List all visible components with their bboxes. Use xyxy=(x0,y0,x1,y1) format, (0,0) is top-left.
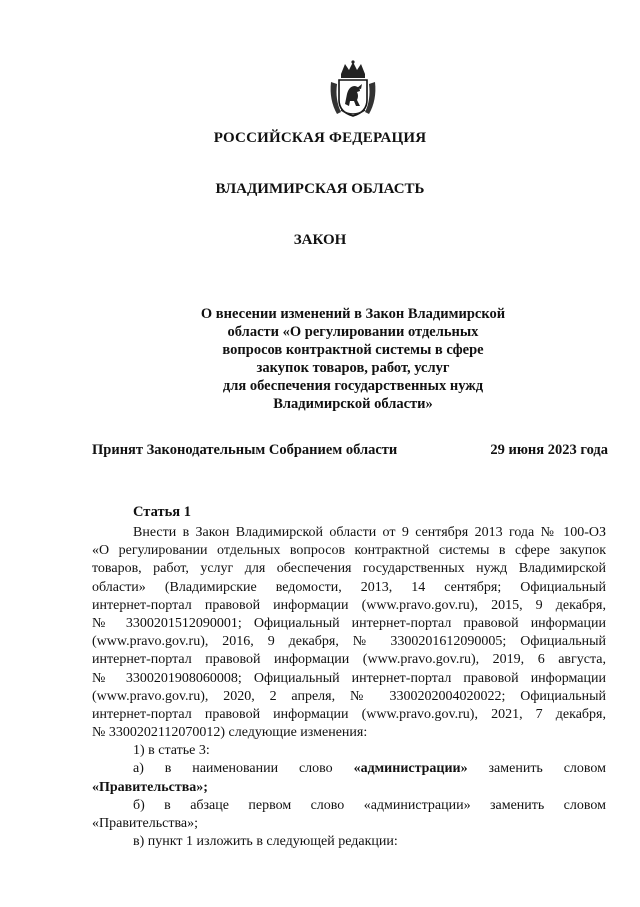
item-c: в) пункт 1 изложить в следующей редакции: xyxy=(133,834,398,850)
body-line: интернет-портал правовой информации (www.pravo.gov.ru), 2015, 9 декабря, xyxy=(92,597,606,613)
body-line: № 3300201512090001; Официальный интернет-портал правовой информации xyxy=(92,615,606,631)
body-line: № 3300201908060008; Официальный интернет-портал правовой информации xyxy=(92,670,606,686)
body-line: интернет-портал правовой информации (www.pravo.gov.ru), 2021, 7 декабря, xyxy=(92,706,606,722)
law-title-line: области «О регулировании отдельных xyxy=(227,324,479,340)
law-title-line: вопросов контрактной системы в сфере xyxy=(222,342,484,358)
adoption-date: 29 июня 2023 года xyxy=(490,442,608,458)
body-line: № 3300202112070012) следующие изменения: xyxy=(92,725,368,741)
item-1: 1) в статье 3: xyxy=(133,743,210,759)
document-type-heading: ЗАКОН xyxy=(293,232,347,248)
body-line: (www.pravo.gov.ru), 2016, 9 декабря, № 3300201612090005; Официальный xyxy=(92,634,606,650)
article-body xyxy=(92,524,606,851)
coat-of-arms-emblem xyxy=(327,60,379,118)
body-line: области» (Владимирские ведомости, 2013, 14 сентября; Официальный xyxy=(92,579,606,595)
adoption-line xyxy=(92,442,608,459)
adoption-body: Принят Законодательным Собранием области xyxy=(92,442,398,458)
item-b-line-1: б) в абзаце первом слово «администрации» заменить словом xyxy=(133,797,606,813)
region-heading: ВЛАДИМИРСКАЯ ОБЛАСТЬ xyxy=(215,181,425,197)
body-line: (www.pravo.gov.ru), 2020, 2 апреля, № 3300202004020022; Официальный xyxy=(92,688,606,704)
law-title-line: для обеспечения государственных нужд xyxy=(222,378,484,394)
item-a-mid: заменить словом xyxy=(488,761,606,777)
article-heading: Статья 1 xyxy=(133,504,191,520)
law-title-line: Владимирской области» xyxy=(273,396,433,412)
body-line: товаров, работ, услуг для обеспечения государственных нужд Владимирской xyxy=(92,561,606,577)
item-a-word-old: «администрации» xyxy=(353,761,468,777)
item-b-line-2: «Правительства»; xyxy=(92,816,198,831)
item-a-word-new: «Правительства»; xyxy=(92,779,208,795)
law-title-line: О внесении изменений в Закон Владимирской xyxy=(200,306,506,322)
country-heading: РОССИЙСКАЯ ФЕДЕРАЦИЯ xyxy=(213,130,427,146)
item-a-prefix: а) в наименовании слово xyxy=(133,761,333,777)
law-title xyxy=(130,305,576,413)
item-a-line xyxy=(92,760,606,778)
body-line: Внести в Закон Владимирской области от 9 сентября 2013 года № 100-ОЗ xyxy=(133,525,606,540)
law-title-line: закупок товаров, работ, услуг xyxy=(256,360,450,376)
body-line: «О регулировании отдельных вопросов контрактной системы в сфере закупок xyxy=(92,543,606,559)
body-line: интернет-портал правовой информации (www.pravo.gov.ru), 2019, 6 августа, xyxy=(92,652,606,668)
